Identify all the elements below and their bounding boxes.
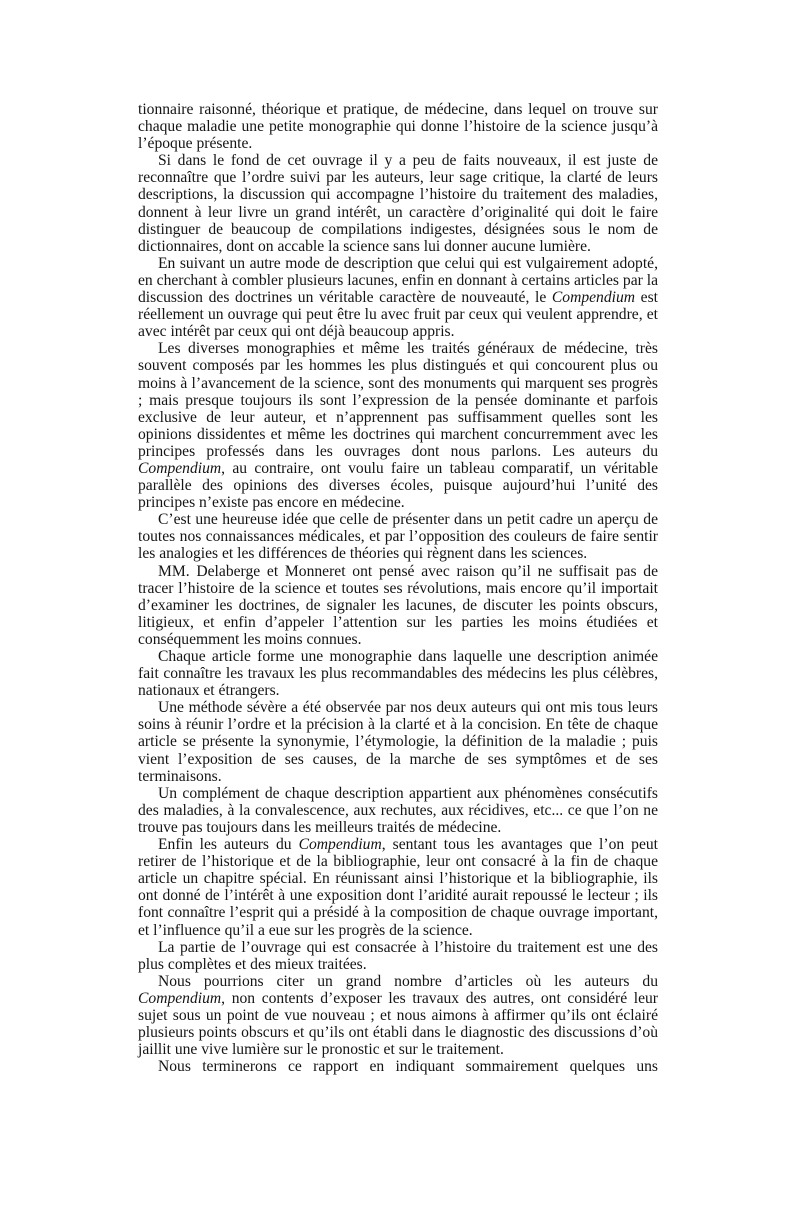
paragraph — [138, 785, 658, 836]
paragraph — [138, 836, 658, 939]
text-run: , au contraire, ont voulu faire un tableau comparatif, un véritable parallèle des opinions des diverses écoles, puisque aujourd’hui l’unité des principes n’existe pas encore en médecine. — [138, 459, 658, 512]
paragraph — [138, 563, 658, 648]
paragraph — [138, 939, 658, 973]
text-run: La partie de l’ouvrage qui est consacrée à l’histoire du traitement est une des plus complètes et des mieux traitées. — [138, 938, 658, 973]
italic-title: Compendium — [298, 836, 382, 854]
text-run: , non contents d’exposer les travaux des autres, ont considéré leur sujet sous un point de vue nouveau ; et nous aimons à affirmer qu’ils ont éclairé plusieurs points obscurs et qu’ils ont établi dans le diagnostic des discussions d’où jaillit une vive lumière sur le pronostic et sur le traitement. — [138, 989, 658, 1059]
text-run: En suivant un autre mode de description que celui qui est vulgairement adopté, en cherchant à combler plusieurs lacunes, enfin en donnant à certains articles par la discussion des doctrines un véritable caractère de nouveauté, le — [138, 254, 658, 307]
italic-title: Compendium — [551, 289, 636, 307]
italic-title: Compendium — [138, 459, 222, 477]
text-run: Nous pourrions citer un grand nombre d’articles où les auteurs du — [158, 972, 658, 990]
text-run: Une méthode sévère a été observée par nos deux auteurs qui ont mis tous leurs soins à réunir l’ordre et la précision à la clarté et à la concision. En tête de chaque article se présente la synonymie, l’étymologie, la définition de la maladie ; puis vient l’exposition de ses causes, de la marche de ses symptômes et de ses terminaisons. — [138, 699, 658, 785]
text-run: Un complément de chaque description appartient aux phénomènes consécutifs des maladies, à la convalescence, aux rechutes, aux récidives, etc... ce que l’on ne trouve pas toujours dans les meilleurs traités de médecine. — [138, 784, 658, 836]
paragraph — [138, 101, 658, 152]
paragraph — [138, 511, 658, 562]
paragraph — [138, 152, 658, 255]
text-run: Chaque article forme une monographie dans laquelle une description animée fait connaître les travaux les plus recommandables des médecins les plus célèbres, nationaux et étrangers. — [138, 648, 658, 700]
paragraph — [138, 973, 658, 1058]
text-run: Les diverses monographies et même les traités généraux de médecine, très souvent composés par les hommes les plus distingués et qui concourent plus ou moins à l’avancement de la science, sont des monuments qui marquent ses progrès ; mais presque toujours ils sont l’expression de la pensée dominante et parfois exclusive de leur auteur, et n’apprennent pas suffisamment quelles sont les opinions dissidentes et même les doctrines qui marchent concurremment avec les principes professés dans les ouvrages dont nous parlons. Les auteurs du — [138, 340, 658, 460]
paragraph — [138, 255, 658, 340]
text-run: Nous terminerons ce rapport en indiquant sommairement quelques uns — [158, 1058, 658, 1076]
text-run: MM. Delaberge et Monneret ont pensé avec raison qu’il ne suffisait pas de tracer l’histoire de la science et toutes ses révolutions, mais encore qu’il importait d’examiner les doctrines, de signaler les lacunes, de discuter les points obscurs, litigieux, et enfin d’appeler l’attention sur les parties les moins étudiées et conséquemment les moins connues. — [138, 562, 658, 648]
text-run: est réellement un ouvrage qui peut être lu avec fruit par ceux qui veulent apprendre, et avec intérêt par ceux qui ont déjà beaucoup appris. — [138, 289, 658, 341]
italic-title: Compendium — [138, 989, 222, 1007]
paragraph — [138, 699, 658, 784]
text-run: tionnaire raisonné, théorique et pratique, de médecine, dans lequel on trouve sur chaque maladie une petite monographie qui donne l’histoire de la science jusqu’à l’époque présente. — [138, 101, 658, 153]
text-run: Si dans le fond de cet ouvrage il y a peu de faits nouveaux, il est juste de reconnaître que l’ordre suivi par les auteurs, leur sage critique, la clarté de leurs descriptions, la discussion qui accompagne l’histoire du traitement des maladies, donnent à leur livre un grand intérêt, un caractère d’originalité qui doit le faire distinguer de beaucoup de compilations indigestes, désignées sous le nom de dictionnaires, dont on accable la science sans lui donner aucune lumière. — [138, 152, 658, 255]
document-page — [138, 101, 658, 1075]
text-run: , sentant tous les avantages que l’on peut retirer de l’historique et de la bibliographie, leur ont consacré à la fin de chaque article un chapitre spécial. En réunissant ainsi l’historique et la bibliographie, ils ont donné de l’intérêt à une exposition dont l’aridité aurait repoussé le lecteur ; ils font connaître l’esprit qui a présidé à la composition de chaque ouvrage important, et l’influence qu’il a eue sur les progrès de la science. — [138, 836, 659, 939]
text-run: Enfin les auteurs du — [158, 836, 299, 854]
text-run: C’est une heureuse idée que celle de présenter dans un petit cadre un aperçu de toutes nos connaissances médicales, et par l’opposition des couleurs de faire sentir les analogies et les différences de théories qui règnent dans les sciences. — [138, 511, 658, 563]
paragraph — [138, 340, 658, 511]
paragraph — [138, 1058, 658, 1075]
paragraph — [138, 648, 658, 699]
